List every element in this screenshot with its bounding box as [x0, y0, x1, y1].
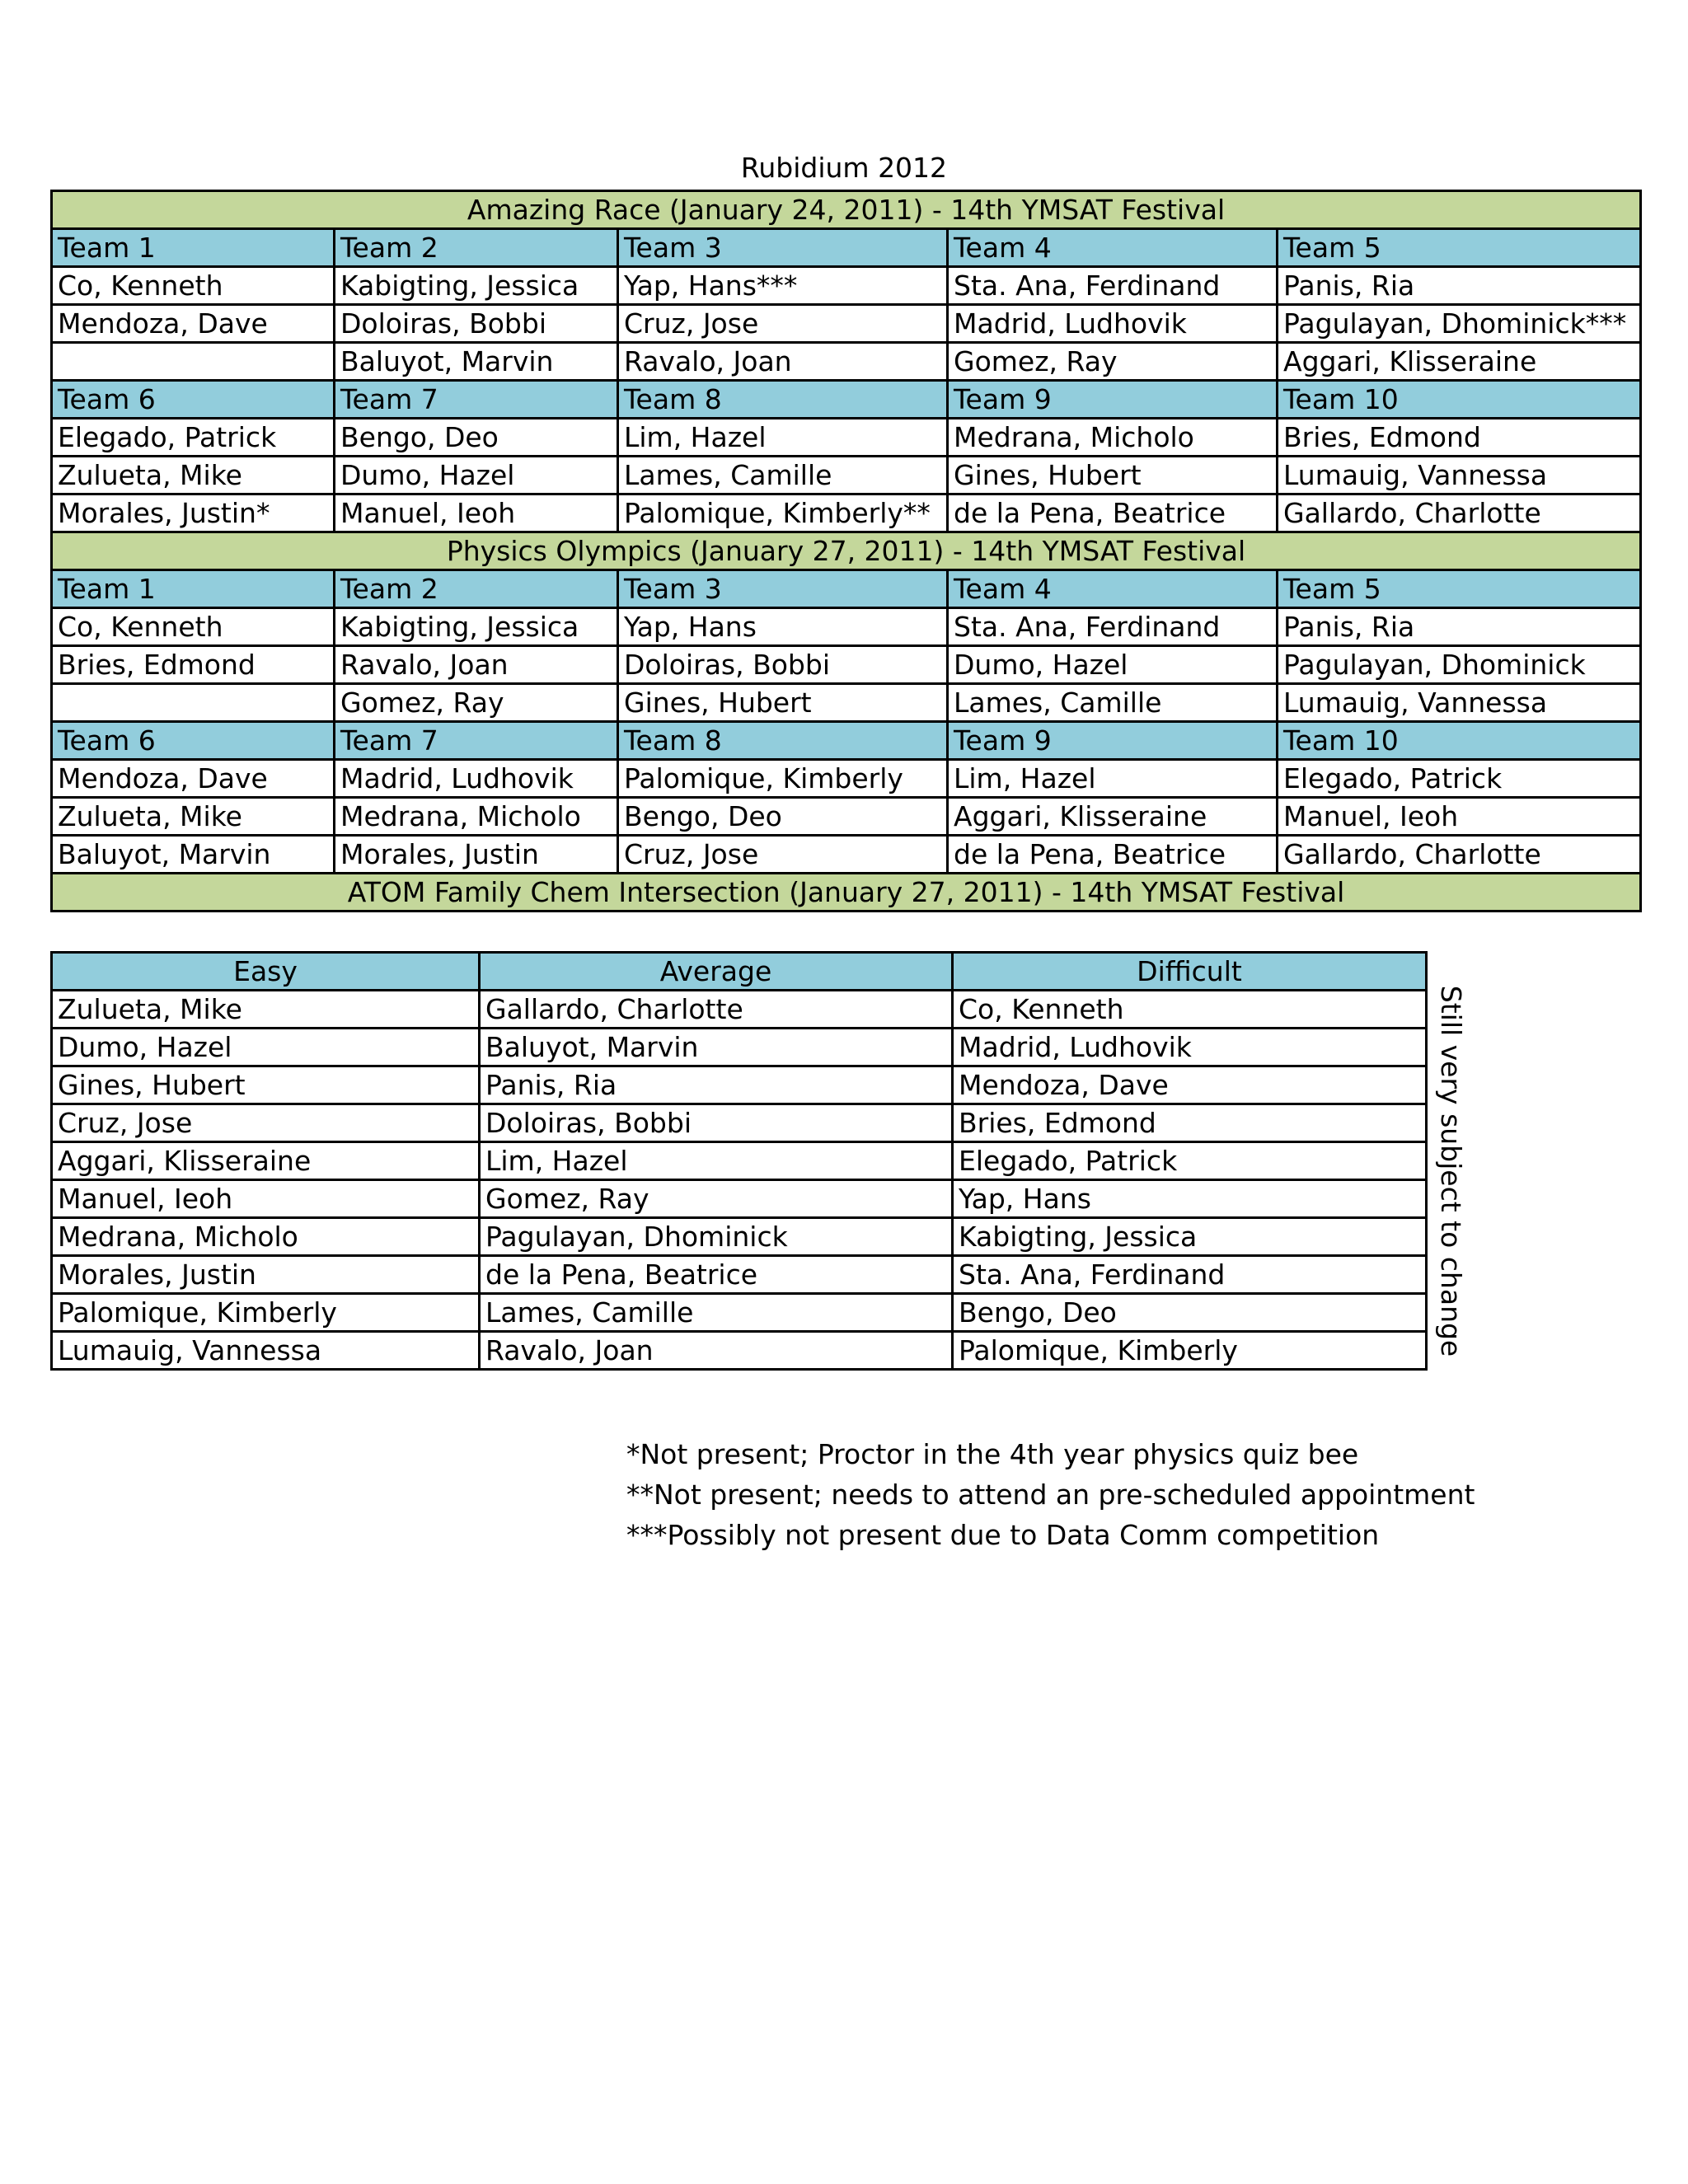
events-table — [50, 190, 1642, 912]
member-cell: Pagulayan, Dhominick — [1278, 646, 1641, 684]
member-cell: Aggari, Klisseraine — [1278, 343, 1641, 381]
events-table-body — [52, 191, 1641, 912]
member-cell: Lames, Camille — [948, 684, 1278, 722]
member-row — [52, 457, 1641, 494]
team-label: Team 6 — [52, 381, 335, 419]
table-row — [52, 1104, 1427, 1142]
member-row — [52, 798, 1641, 836]
team-label: Team 10 — [1278, 722, 1641, 760]
member-cell: Morales, Justin — [52, 1256, 480, 1294]
member-cell: Manuel, Ieoh — [52, 1180, 480, 1218]
member-cell: Bengo, Deo — [335, 419, 618, 457]
member-cell: Gomez, Ray — [948, 343, 1278, 381]
member-cell: Gines, Hubert — [52, 1066, 480, 1104]
member-cell: Palomique, Kimberly** — [618, 494, 948, 532]
member-cell: Elegado, Patrick — [1278, 760, 1641, 798]
member-cell: Lim, Hazel — [480, 1142, 953, 1180]
member-cell: Lim, Hazel — [618, 419, 948, 457]
member-cell: Co, Kenneth — [52, 267, 335, 305]
event-heading: Amazing Race (January 24, 2011) - 14th YMSAT Festival — [52, 191, 1641, 229]
atom-family-table-body — [52, 991, 1427, 1370]
team-label: Team 5 — [1278, 570, 1641, 608]
member-cell: Doloiras, Bobbi — [335, 305, 618, 343]
event-heading-row — [52, 191, 1641, 229]
member-row — [52, 760, 1641, 798]
team-label: Team 9 — [948, 381, 1278, 419]
member-cell: Yap, Hans — [953, 1180, 1427, 1218]
member-cell: Gallardo, Charlotte — [480, 991, 953, 1029]
member-cell: Pagulayan, Dhominick*** — [1278, 305, 1641, 343]
table-row — [52, 1066, 1427, 1104]
member-cell: Dumo, Hazel — [52, 1029, 480, 1066]
table-row — [52, 1180, 1427, 1218]
member-cell: Doloiras, Bobbi — [480, 1104, 953, 1142]
team-label: Team 8 — [618, 381, 948, 419]
member-row — [52, 646, 1641, 684]
member-cell: Aggari, Klisseraine — [52, 1142, 480, 1180]
member-cell: Bengo, Deo — [953, 1294, 1427, 1332]
team-label: Team 10 — [1278, 381, 1641, 419]
team-label: Team 2 — [335, 570, 618, 608]
member-cell: Ravalo, Joan — [335, 646, 618, 684]
member-cell: Zulueta, Mike — [52, 991, 480, 1029]
member-cell: Kabigting, Jessica — [953, 1218, 1427, 1256]
member-cell — [52, 343, 335, 381]
team-label: Team 4 — [948, 570, 1278, 608]
team-label: Team 9 — [948, 722, 1278, 760]
member-cell: Lames, Camille — [480, 1294, 953, 1332]
side-note-text: Still very subject to change — [1435, 985, 1467, 1357]
member-cell: Pagulayan, Dhominick — [480, 1218, 953, 1256]
member-cell: Panis, Ria — [480, 1066, 953, 1104]
member-cell: Bries, Edmond — [52, 646, 335, 684]
member-cell: Gomez, Ray — [480, 1180, 953, 1218]
member-cell: Ravalo, Joan — [618, 343, 948, 381]
event-heading-row — [52, 874, 1641, 912]
member-cell: Baluyot, Marvin — [52, 836, 335, 874]
member-cell: Cruz, Jose — [618, 305, 948, 343]
member-cell: Zulueta, Mike — [52, 457, 335, 494]
team-label: Team 7 — [335, 722, 618, 760]
member-cell: Mendoza, Dave — [52, 760, 335, 798]
member-cell: Cruz, Jose — [618, 836, 948, 874]
member-cell: Bries, Edmond — [1278, 419, 1641, 457]
difficulty-column-header: Difficult — [953, 953, 1427, 991]
team-header-row — [52, 570, 1641, 608]
team-label: Team 6 — [52, 722, 335, 760]
member-cell: Lumauig, Vannessa — [52, 1332, 480, 1370]
member-cell: Madrid, Ludhovik — [953, 1029, 1427, 1066]
member-cell: Sta. Ana, Ferdinand — [948, 608, 1278, 646]
team-label: Team 3 — [618, 229, 948, 267]
member-cell: Lumauig, Vannessa — [1278, 684, 1641, 722]
member-cell: Baluyot, Marvin — [480, 1029, 953, 1066]
member-cell: Elegado, Patrick — [953, 1142, 1427, 1180]
member-row — [52, 836, 1641, 874]
team-label: Team 1 — [52, 570, 335, 608]
member-cell: Gines, Hubert — [948, 457, 1278, 494]
member-cell: Gallardo, Charlotte — [1278, 836, 1641, 874]
table-row — [52, 1332, 1427, 1370]
member-cell — [52, 684, 335, 722]
member-cell: Co, Kenneth — [52, 608, 335, 646]
team-label: Team 7 — [335, 381, 618, 419]
member-cell: Cruz, Jose — [52, 1104, 480, 1142]
document-title: Rubidium 2012 — [740, 152, 948, 184]
member-cell: Lim, Hazel — [948, 760, 1278, 798]
atom-family-table — [50, 951, 1428, 1371]
member-cell: Co, Kenneth — [953, 991, 1427, 1029]
member-row — [52, 419, 1641, 457]
member-cell: Madrid, Ludhovik — [948, 305, 1278, 343]
member-cell: de la Pena, Beatrice — [948, 836, 1278, 874]
member-cell: Gines, Hubert — [618, 684, 948, 722]
member-cell: Bengo, Deo — [618, 798, 948, 836]
member-cell: Lames, Camille — [618, 457, 948, 494]
member-cell: Medrana, Micholo — [948, 419, 1278, 457]
member-row — [52, 494, 1641, 532]
member-cell: Zulueta, Mike — [52, 798, 335, 836]
member-cell: Palomique, Kimberly — [52, 1294, 480, 1332]
member-cell: Palomique, Kimberly — [953, 1332, 1427, 1370]
member-cell: Manuel, Ieoh — [1278, 798, 1641, 836]
member-cell: Medrana, Micholo — [335, 798, 618, 836]
team-header-row — [52, 722, 1641, 760]
member-cell: Sta. Ana, Ferdinand — [948, 267, 1278, 305]
team-label: Team 5 — [1278, 229, 1641, 267]
member-cell: Medrana, Micholo — [52, 1218, 480, 1256]
team-label: Team 4 — [948, 229, 1278, 267]
member-cell: Dumo, Hazel — [948, 646, 1278, 684]
member-cell: Morales, Justin — [335, 836, 618, 874]
member-cell: Gomez, Ray — [335, 684, 618, 722]
team-header-row — [52, 381, 1641, 419]
member-cell: Lumauig, Vannessa — [1278, 457, 1641, 494]
event-heading-row — [52, 532, 1641, 570]
footnote: *Not present; Proctor in the 4th year physics quiz bee — [626, 1438, 1359, 1470]
member-cell: Panis, Ria — [1278, 267, 1641, 305]
event-heading: ATOM Family Chem Intersection (January 27, 2011) - 14th YMSAT Festival — [52, 874, 1641, 912]
member-cell: Baluyot, Marvin — [335, 343, 618, 381]
table-row — [52, 1029, 1427, 1066]
member-cell: Madrid, Ludhovik — [335, 760, 618, 798]
footnotes — [626, 1434, 1475, 1555]
member-cell: Palomique, Kimberly — [618, 760, 948, 798]
member-cell: Elegado, Patrick — [52, 419, 335, 457]
table-row — [52, 1294, 1427, 1332]
member-cell: Panis, Ria — [1278, 608, 1641, 646]
member-row — [52, 608, 1641, 646]
table-row — [52, 1142, 1427, 1180]
member-cell: Yap, Hans*** — [618, 267, 948, 305]
atom-family-header-row — [52, 953, 1427, 991]
member-row — [52, 305, 1641, 343]
side-note — [1424, 953, 1477, 1390]
member-cell: Manuel, Ieoh — [335, 494, 618, 532]
table-row — [52, 1218, 1427, 1256]
team-label: Team 8 — [618, 722, 948, 760]
team-label: Team 2 — [335, 229, 618, 267]
member-cell: Bries, Edmond — [953, 1104, 1427, 1142]
member-row — [52, 267, 1641, 305]
member-cell: Kabigting, Jessica — [335, 267, 618, 305]
team-label: Team 3 — [618, 570, 948, 608]
member-cell: de la Pena, Beatrice — [948, 494, 1278, 532]
member-cell: Mendoza, Dave — [953, 1066, 1427, 1104]
member-cell: Morales, Justin* — [52, 494, 335, 532]
difficulty-column-header: Average — [480, 953, 953, 991]
member-row — [52, 343, 1641, 381]
footnote: **Not present; needs to attend an pre-scheduled appointment — [626, 1479, 1475, 1511]
member-cell: Dumo, Hazel — [335, 457, 618, 494]
member-cell: Aggari, Klisseraine — [948, 798, 1278, 836]
member-row — [52, 684, 1641, 722]
table-row — [52, 1256, 1427, 1294]
member-cell: Mendoza, Dave — [52, 305, 335, 343]
member-cell: Yap, Hans — [618, 608, 948, 646]
member-cell: Gallardo, Charlotte — [1278, 494, 1641, 532]
team-label: Team 1 — [52, 229, 335, 267]
event-heading: Physics Olympics (January 27, 2011) - 14th YMSAT Festival — [52, 532, 1641, 570]
table-row — [52, 991, 1427, 1029]
member-cell: Kabigting, Jessica — [335, 608, 618, 646]
footnote: ***Possibly not present due to Data Comm competition — [626, 1519, 1380, 1551]
member-cell: Sta. Ana, Ferdinand — [953, 1256, 1427, 1294]
member-cell: Doloiras, Bobbi — [618, 646, 948, 684]
difficulty-column-header: Easy — [52, 953, 480, 991]
team-header-row — [52, 229, 1641, 267]
member-cell: Ravalo, Joan — [480, 1332, 953, 1370]
member-cell: de la Pena, Beatrice — [480, 1256, 953, 1294]
